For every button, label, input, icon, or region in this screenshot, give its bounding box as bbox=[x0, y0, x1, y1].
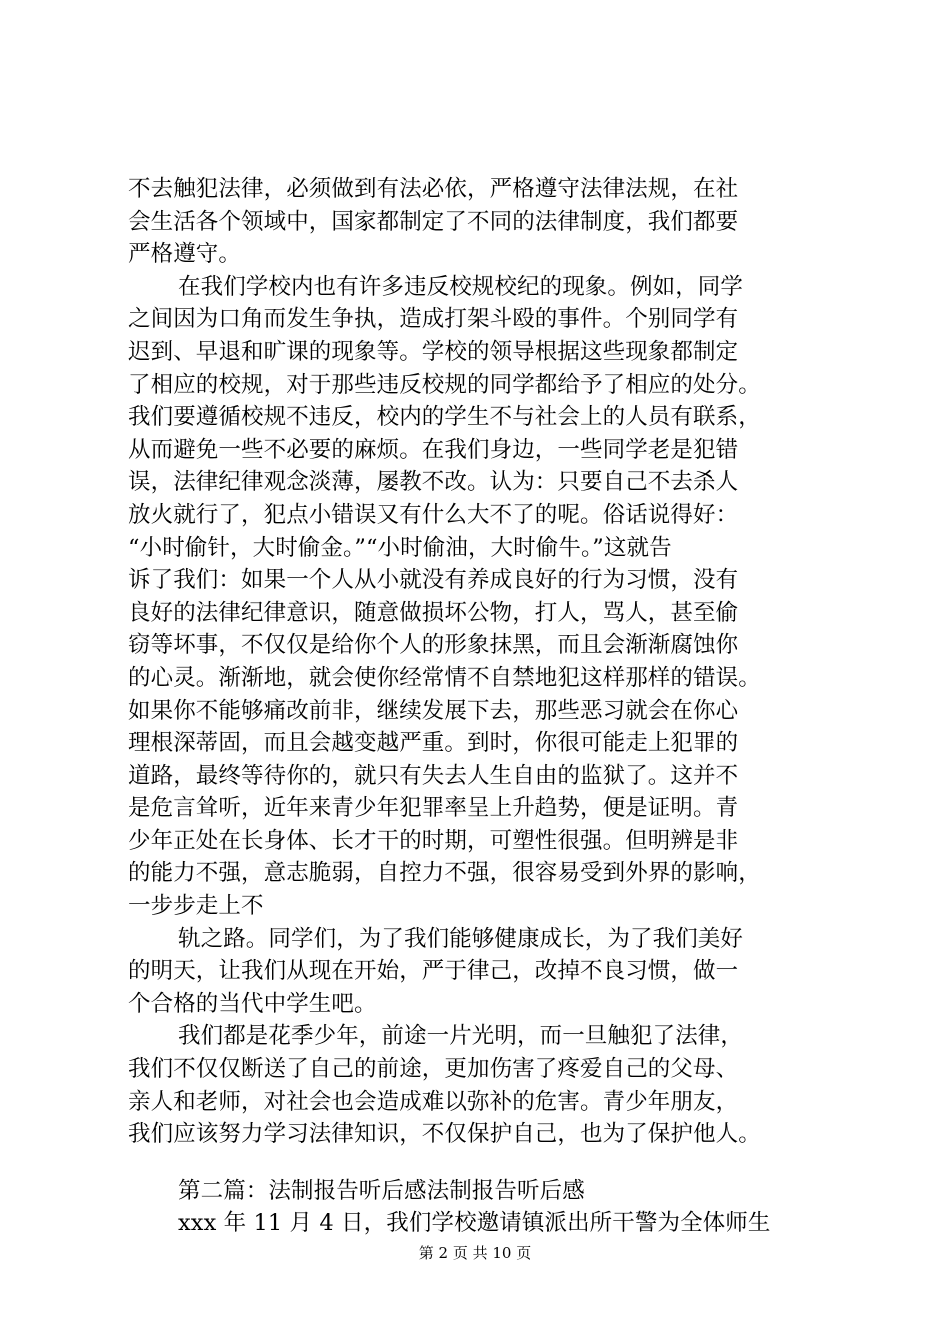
text-line: 了相应的校规，对于那些违反校规的同学都给予了相应的处分。 bbox=[128, 371, 761, 398]
text-line: 的能力不强，意志脆弱，自控力不强，很容易受到外界的影响， bbox=[128, 860, 761, 887]
document-body bbox=[128, 173, 853, 1240]
text-line: 亲人和老师，对社会也会造成难以弥补的危害。青少年朋友， bbox=[128, 1088, 739, 1115]
text-line: 会生活各个领域中，国家都制定了不同的法律制度，我们都要 bbox=[128, 208, 739, 235]
text-line: 我们要遵循校规不违反，校内的学生不与社会上的人员有联系， bbox=[128, 404, 761, 431]
text-line: 如果你不能够痛改前非，继续发展下去，那些恶习就会在你心 bbox=[128, 697, 739, 724]
text-line: 误，法律纪律观念淡薄，屡教不改。认为：只要自己不去杀人 bbox=[128, 469, 739, 496]
text-line: 不去触犯法律，必须做到有法必依，严格遵守法律法规，在社 bbox=[128, 176, 739, 202]
paragraph-gap bbox=[128, 1151, 853, 1175]
text-line: 从而避免一些不必要的麻烦。在我们身边，一些同学老是犯错 bbox=[128, 436, 739, 463]
text-line: 我们应该努力学习法律知识，不仅保护自己，也为了保护他人。 bbox=[128, 1121, 761, 1148]
text-line: 的明天，让我们从现在开始，严于律己，改掉不良习惯，做一 bbox=[128, 958, 739, 985]
text-line: 迟到、早退和旷课的现象等。学校的领导根据这些现象都制定 bbox=[128, 338, 739, 365]
text-line: 道路，最终等待你的，就只有失去人生自由的监狱了。这并不 bbox=[128, 762, 739, 789]
text-line: 严格遵守。 bbox=[128, 241, 242, 268]
text-line: 良好的法律纪律意识，随意做损坏公物，打人，骂人，甚至偷 bbox=[128, 599, 739, 626]
page-footer bbox=[0, 1243, 950, 1263]
section-title: 第二篇：法制报告听后感法制报告听后感 bbox=[178, 1177, 585, 1204]
paragraph-start-line: 轨之路。同学们，为了我们能够健康成长，为了我们美好 bbox=[178, 925, 744, 952]
text-line: 窃等坏事，不仅仅是给你个人的形象抹黑，而且会渐渐腐蚀你 bbox=[128, 632, 739, 659]
page-number-label: 第 2 页 共 10 页 bbox=[418, 1244, 532, 1262]
text-line: 是危言耸听，近年来青少年犯罪率呈上升趋势，便是证明。青 bbox=[128, 795, 739, 822]
text-line: 诉了我们：如果一个人从小就没有养成良好的行为习惯，没有 bbox=[128, 567, 739, 594]
text-line: 理根深蒂固，而且会越变越严重。到时，你很可能走上犯罪的 bbox=[128, 730, 739, 757]
paragraph-start-line: 在我们学校内也有许多违反校规校纪的现象。例如，同学 bbox=[178, 273, 744, 300]
paragraph-start-line: xxx 年 11 月 4 日，我们学校邀请镇派出所干警为全体师生 bbox=[178, 1210, 771, 1237]
text-line: “小时偷针，大时偷金。”“小时偷油，大时偷牛。”这就告 bbox=[128, 534, 672, 561]
text-line: 我们不仅仅断送了自己的前途，更加伤害了疼爱自己的父母、 bbox=[128, 1056, 739, 1083]
text-line: 放火就行了，犯点小错误又有什么大不了的呢。俗话说得好： bbox=[128, 501, 739, 528]
text-line: 个合格的当代中学生吧。 bbox=[128, 990, 377, 1017]
text-line: 一步步走上不 bbox=[128, 893, 264, 920]
text-line: 少年正处在长身体、长才干的时期，可塑性很强。但明辨是非 bbox=[128, 827, 739, 854]
paragraph-start-line: 我们都是花季少年，前途一片光明，而一旦触犯了法律， bbox=[178, 1023, 744, 1050]
text-line: 的心灵。渐渐地，就会使你经常情不自禁地犯这样那样的错误。 bbox=[128, 664, 761, 691]
text-line: 之间因为口角而发生争执，造成打架斗殴的事件。个别同学有 bbox=[128, 306, 739, 333]
